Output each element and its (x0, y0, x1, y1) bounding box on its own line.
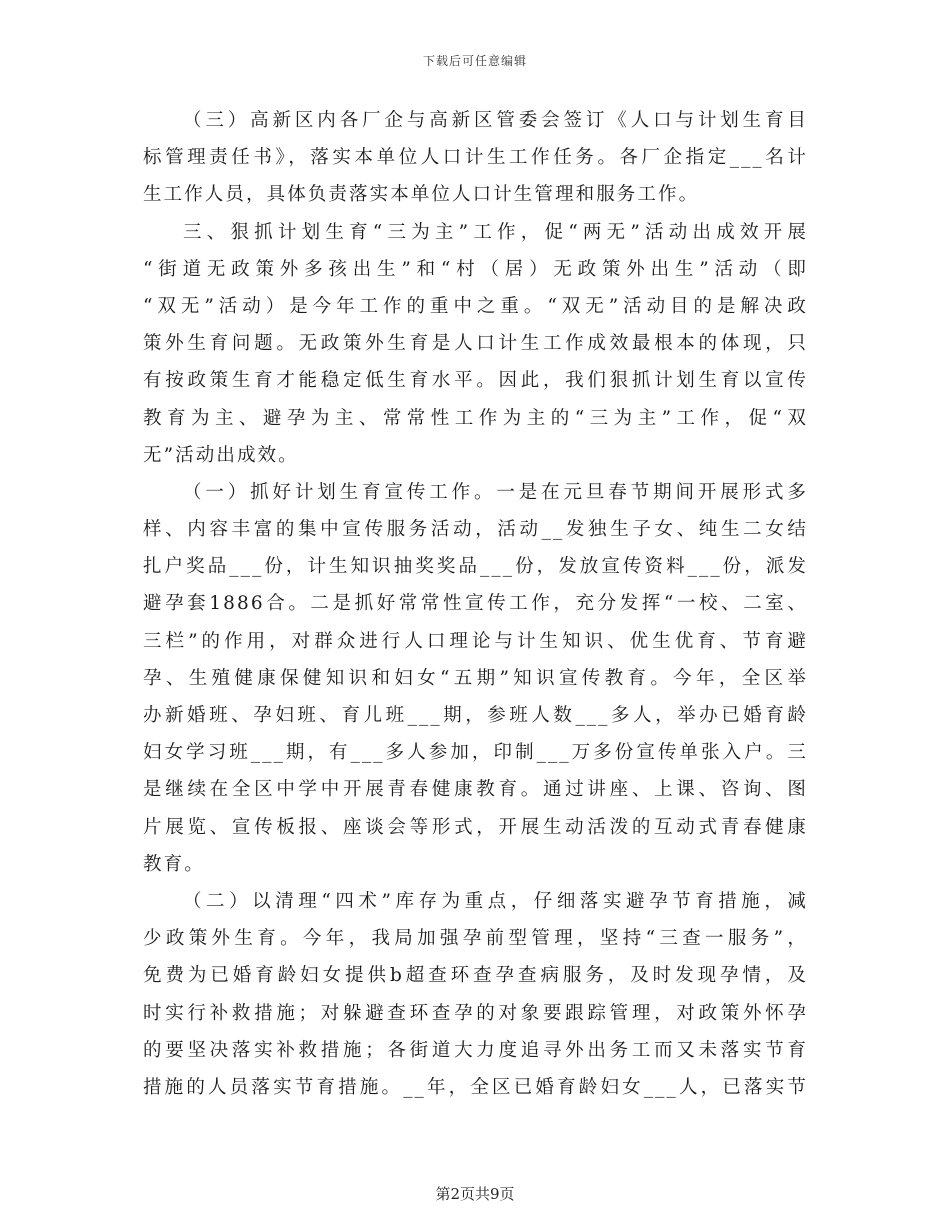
text-line: 生工作人员，具体负责落实本单位人口计生管理和服务工作。 (143, 184, 700, 206)
text-line: 标管理责任书》，落实本单位人口计生工作任务。各厂企指定___名计 (143, 147, 808, 169)
text-line: 少政策外生育。今年，我局加强孕前型管理，坚持“三查一服务”， (143, 928, 808, 950)
text-line: 有按政策生育才能稳定低生育水平。因此，我们狠抓计划生育以宣传 (143, 370, 808, 392)
text-line: 教育为主、避孕为主、常常性工作为主的“三为主”工作，促“双 (143, 407, 808, 429)
text-line: （三）高新区内各厂企与高新区管委会签订《人口与计划生育目 (183, 110, 808, 131)
paragraph-publicity-work (143, 474, 808, 883)
paragraph-contraception-measures (143, 883, 808, 1106)
text-line: 办新婚班、孕妇班、育儿班___期，参班人数___多人，举办已婚育龄 (143, 705, 808, 726)
text-line: 措施的人员落实节育措施。__年，全区已婚育龄妇女___人，已落实节 (143, 1076, 808, 1098)
text-line: 片展览、宣传板报、座谈会等形式，开展生动活泼的互动式青春健康 (143, 816, 808, 838)
text-line: “双无”活动）是今年工作的重中之重。“双无”活动目的是解决政 (143, 295, 808, 317)
text-line: 孕、生殖健康保健知识和妇女“五期”知识宣传教育。今年，全区举 (143, 667, 808, 689)
page-header: 下载后可任意编辑 (422, 54, 527, 68)
text-line: 三栏”的作用，对群众进行人口理论与计生知识、优生优育、节育避 (143, 630, 808, 652)
text-line: （一）抓好计划生育宣传工作。一是在元旦春节期间开展形式多 (183, 481, 808, 503)
text-line: 时实行补救措施；对躲避查环查孕的对象要跟踪管理，对政策外怀孕 (143, 1002, 808, 1024)
paragraph-section-3 (143, 102, 808, 214)
text-line: 避孕套1886合。二是抓好常常性宣传工作，充分发挥“一校、二室、 (143, 593, 808, 615)
text-line: 无”活动出成效。 (143, 444, 299, 466)
document-body (143, 102, 808, 1106)
page-number-footer: 第2页共9页 (435, 1185, 515, 1203)
text-line: 三、狠抓计划生育“三为主”工作，促“两无”活动出成效开展 (183, 221, 808, 243)
text-line: 样、内容丰富的集中宣传服务活动，活动__发独生子女、纯生二女结 (143, 519, 808, 541)
text-line: 免费为已婚育龄妇女提供b超查环查孕查病服务，及时发现孕情，及 (143, 965, 808, 987)
text-line: 教育。 (143, 853, 205, 875)
text-line: “街道无政策外多孩出生”和“村（居）无政策外出生”活动（即 (143, 258, 808, 280)
text-line: 策外生育问题。无政策外生育是人口计生工作成效最根本的体现，只 (143, 333, 808, 355)
text-line: 扎户奖品___份，计生知识抽奖奖品___份，发放宣传资料___份，派发 (143, 556, 808, 578)
paragraph-three-priorities (143, 214, 808, 474)
text-line: （二）以清理“四术”库存为重点，仔细落实避孕节育措施，减 (183, 890, 808, 912)
text-line: 是继续在全区中学中开展青春健康教育。通过讲座、上课、咨询、图 (143, 779, 808, 801)
text-line: 妇女学习班___期，有___多人参加，印制___万多份宣传单张入户。三 (143, 742, 808, 764)
text-line: 的要坚决落实补救措施；各街道大力度追寻外出务工而又未落实节育 (143, 1039, 808, 1061)
